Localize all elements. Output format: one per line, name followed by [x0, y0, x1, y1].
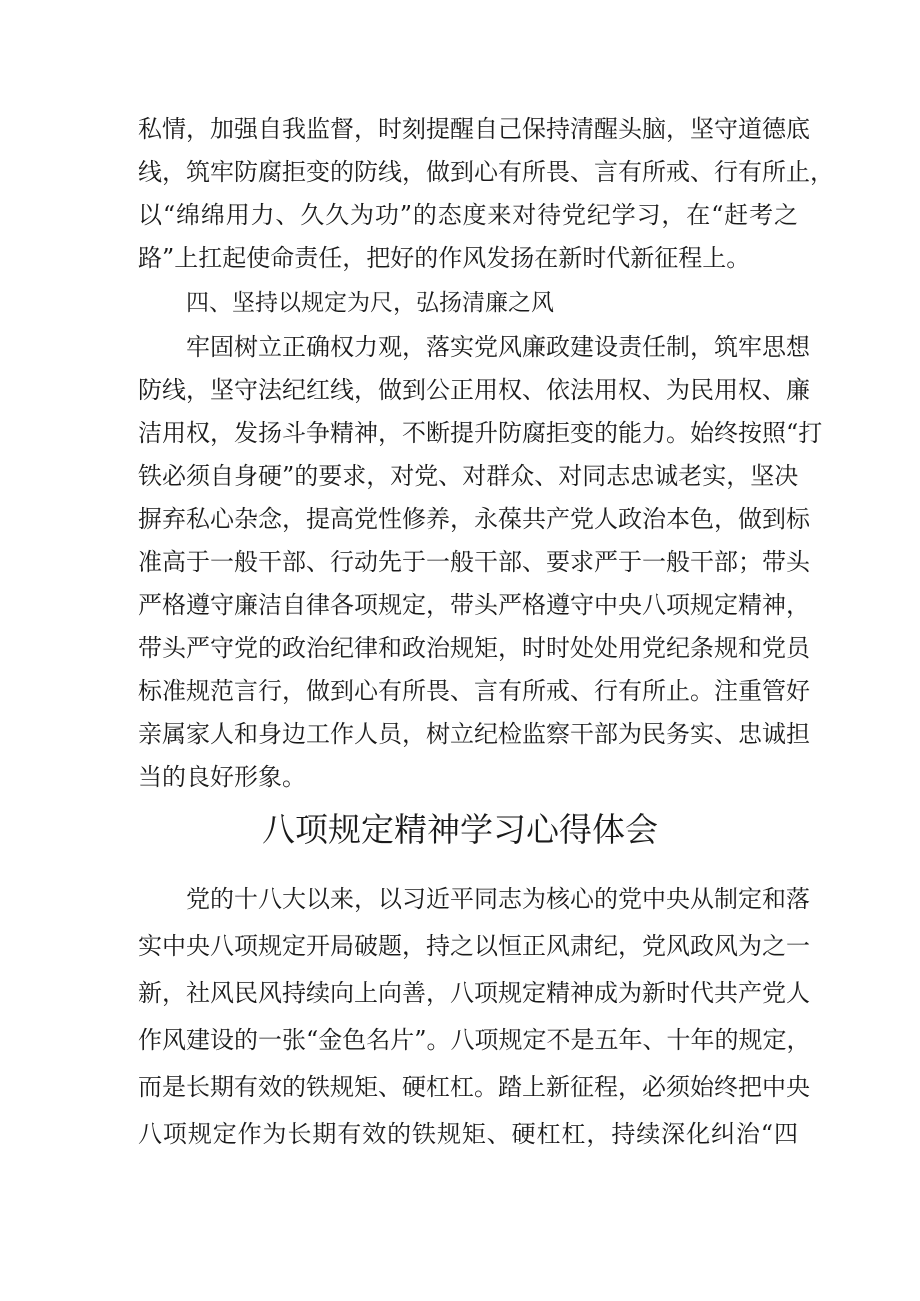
text-line: 牢固树立正确权力观，落实党风廉政建设责任制，筑牢思想 [186, 333, 810, 361]
text-line: 路”上扛起使命责任，把好的作风发扬在新时代新征程上。 [138, 244, 751, 272]
text-line: 带头严守党的政治纪律和政治规矩，时时处处用党纪条规和党员 [138, 634, 810, 662]
text-line: 铁必须自身硬”的要求，对党、对群众、对同志忠诚老实，坚决 [138, 462, 799, 490]
text-line: 防线，坚守法纪红线，做到公正用权、依法用权、为民用权、廉 [138, 376, 810, 404]
text-line: 新，社风民风持续向上向善，八项规定精神成为新时代共产党人 [138, 979, 810, 1007]
text-line: 洁用权，发扬斗争精神，不断提升防腐拒变的能力。始终按照“打 [138, 419, 823, 447]
text-line: 私情，加强自我监督，时刻提醒自己保持清醒头脑，坚守道德底 [138, 115, 810, 143]
text-line: 八项规定作为长期有效的铁规矩、硬杠杠，持续深化纠治“四 [138, 1120, 798, 1148]
text-line: 而是长期有效的铁规矩、硬杠杠。踏上新征程，必须始终把中央 [138, 1073, 810, 1101]
text-line: 以“绵绵用力、久久为功”的态度来对待党纪学习，在“赶考之 [138, 201, 798, 229]
paragraph-section-four [138, 326, 823, 799]
text-line: 亲属家人和身边工作人员，树立纪检监察干部为民务实、忠诚担 [138, 720, 810, 748]
text-line: 党的十八大以来，以习近平同志为核心的党中央从制定和落 [186, 885, 810, 913]
text-line: 标准规范言行，做到心有所畏、言有所戒、行有所止。注重管好 [138, 677, 810, 705]
text-line: 摒弃私心杂念，提高党性修养，永葆共产党人政治本色，做到标 [138, 505, 810, 533]
text-line: 准高于一般干部、行动先于一般干部、要求严于一般干部；带头 [138, 548, 810, 576]
text-line: 线，筑牢防腐拒变的防线，做到心有所畏、言有所戒、行有所止， [138, 158, 834, 186]
text-line: 严格遵守廉洁自律各项规定，带头严格遵守中央八项规定精神， [138, 591, 810, 619]
paragraph-section-one-tail [138, 108, 834, 280]
text-line: 作风建设的一张“金色名片”。八项规定不是五年、十年的规定， [138, 1026, 811, 1054]
paragraph-article-body [138, 876, 811, 1158]
text-line: 当的良好形象。 [138, 763, 306, 791]
section-heading-four: 四、坚持以规定为尺，弘扬清廉之风 [186, 290, 554, 316]
article-title: 八项规定精神学习心得体会 [262, 810, 658, 849]
text-line: 实中央八项规定开局破题，持之以恒正风肃纪，党风政风为之一 [138, 932, 810, 960]
